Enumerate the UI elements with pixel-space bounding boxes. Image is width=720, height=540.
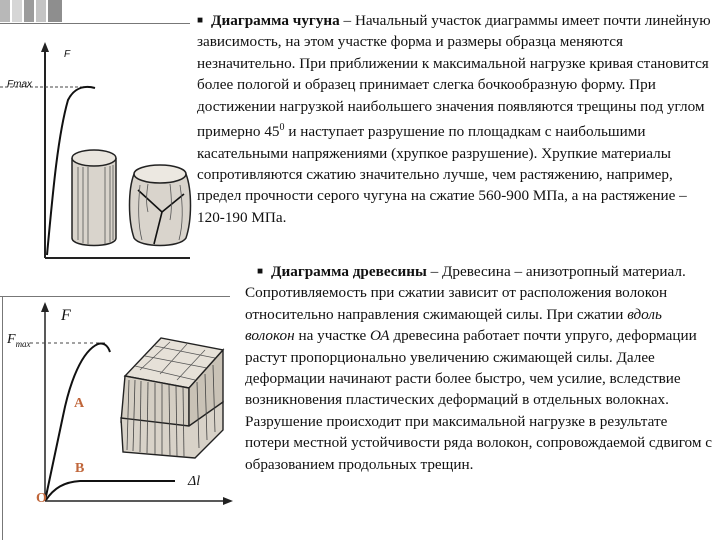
cast-iron-paragraph xyxy=(197,10,715,228)
frame-line-top xyxy=(0,23,190,25)
decor-square-5 xyxy=(48,0,62,22)
fig2-fmax-main: F xyxy=(7,332,16,347)
cast-iron-degree-sup: 0 xyxy=(279,122,285,134)
fig1-fmax-label: Fmax xyxy=(7,79,32,90)
decor-square-3 xyxy=(24,0,34,22)
wood-italic-oa: ОА xyxy=(370,327,390,345)
fig2-f-label: F xyxy=(61,307,71,324)
fig1-y-arrow xyxy=(41,42,49,52)
fig2-point-a: A xyxy=(74,396,85,411)
wood-text-3: древесина работает почти упруго, деформации растут пропорционально увеличению сжимающей силы. Далее деформации начинают расти более быстро, чем усилие, вследствие возникновения пластических деформаций в отдельных волокнах. Разрушение происходит при максимальной нагрузке в результате потери местной устойчивости ряда волокон, сопровождаемой сдвигом с образованием продольных трещин. xyxy=(245,327,713,473)
fig1-f-label: F xyxy=(64,49,71,60)
fig2-delta-l: Δl xyxy=(188,474,201,489)
specimen-fractured xyxy=(130,165,191,246)
wood-title: Диаграмма древесины xyxy=(271,263,427,280)
bullet-icon: ■ xyxy=(197,15,204,26)
wood-italic-along-fibers: вдоль волокон xyxy=(245,305,662,345)
wood-text-2: на участке xyxy=(294,327,371,345)
fig2-point-b: B xyxy=(75,461,85,476)
fig2-fmax-sub: max xyxy=(15,338,31,349)
cast-iron-specimens-illustration xyxy=(60,140,195,255)
fig2-x-arrow xyxy=(223,497,233,505)
wood-text: – Древесина – анизотропный материал. Сопротивляемость при сжатии зависит от расположения волокон относительно направления сжимающей силы. При сжатии xyxy=(245,263,686,323)
wood-paragraph xyxy=(245,261,713,475)
bullet-icon: ■ xyxy=(257,266,264,277)
cast-iron-title: Диаграмма чугуна xyxy=(211,12,340,29)
cast-iron-text: – Начальный участок диаграммы имеет почти линейную зависимость, на этом участке форма и размеры образца меняются незначительно. При приближении к максимальной нагрузке кривая становится более пологой и образец принимает слегка бочкообразную форму. При достижении нагрузкой наибольшего значения появляются трещины под углом примерно 45 xyxy=(197,12,711,141)
fig2-second-curve xyxy=(46,481,175,500)
specimen-intact xyxy=(72,150,116,246)
wood-block-illustration xyxy=(115,330,227,462)
fig2-fmax-label xyxy=(7,332,31,349)
fig2-wood-curve xyxy=(45,343,110,501)
decor-square-4 xyxy=(36,0,46,22)
decor-square-2 xyxy=(12,0,22,22)
fig2-y-arrow xyxy=(41,302,49,312)
decor-square-1 xyxy=(0,0,10,22)
fig2-point-o: O xyxy=(36,491,47,506)
cast-iron-text-2: и наступает разрушение по площадкам с наибольшими касательными напряжениями (хрупкое разрушение). Хрупкие материалы сопротивляются сжатию значительно лучше, чем растяжению, например, предел прочности серого чугуна на сжатие 560-900 МПа, а на растяжение – 120-190 МПа. xyxy=(197,123,687,226)
